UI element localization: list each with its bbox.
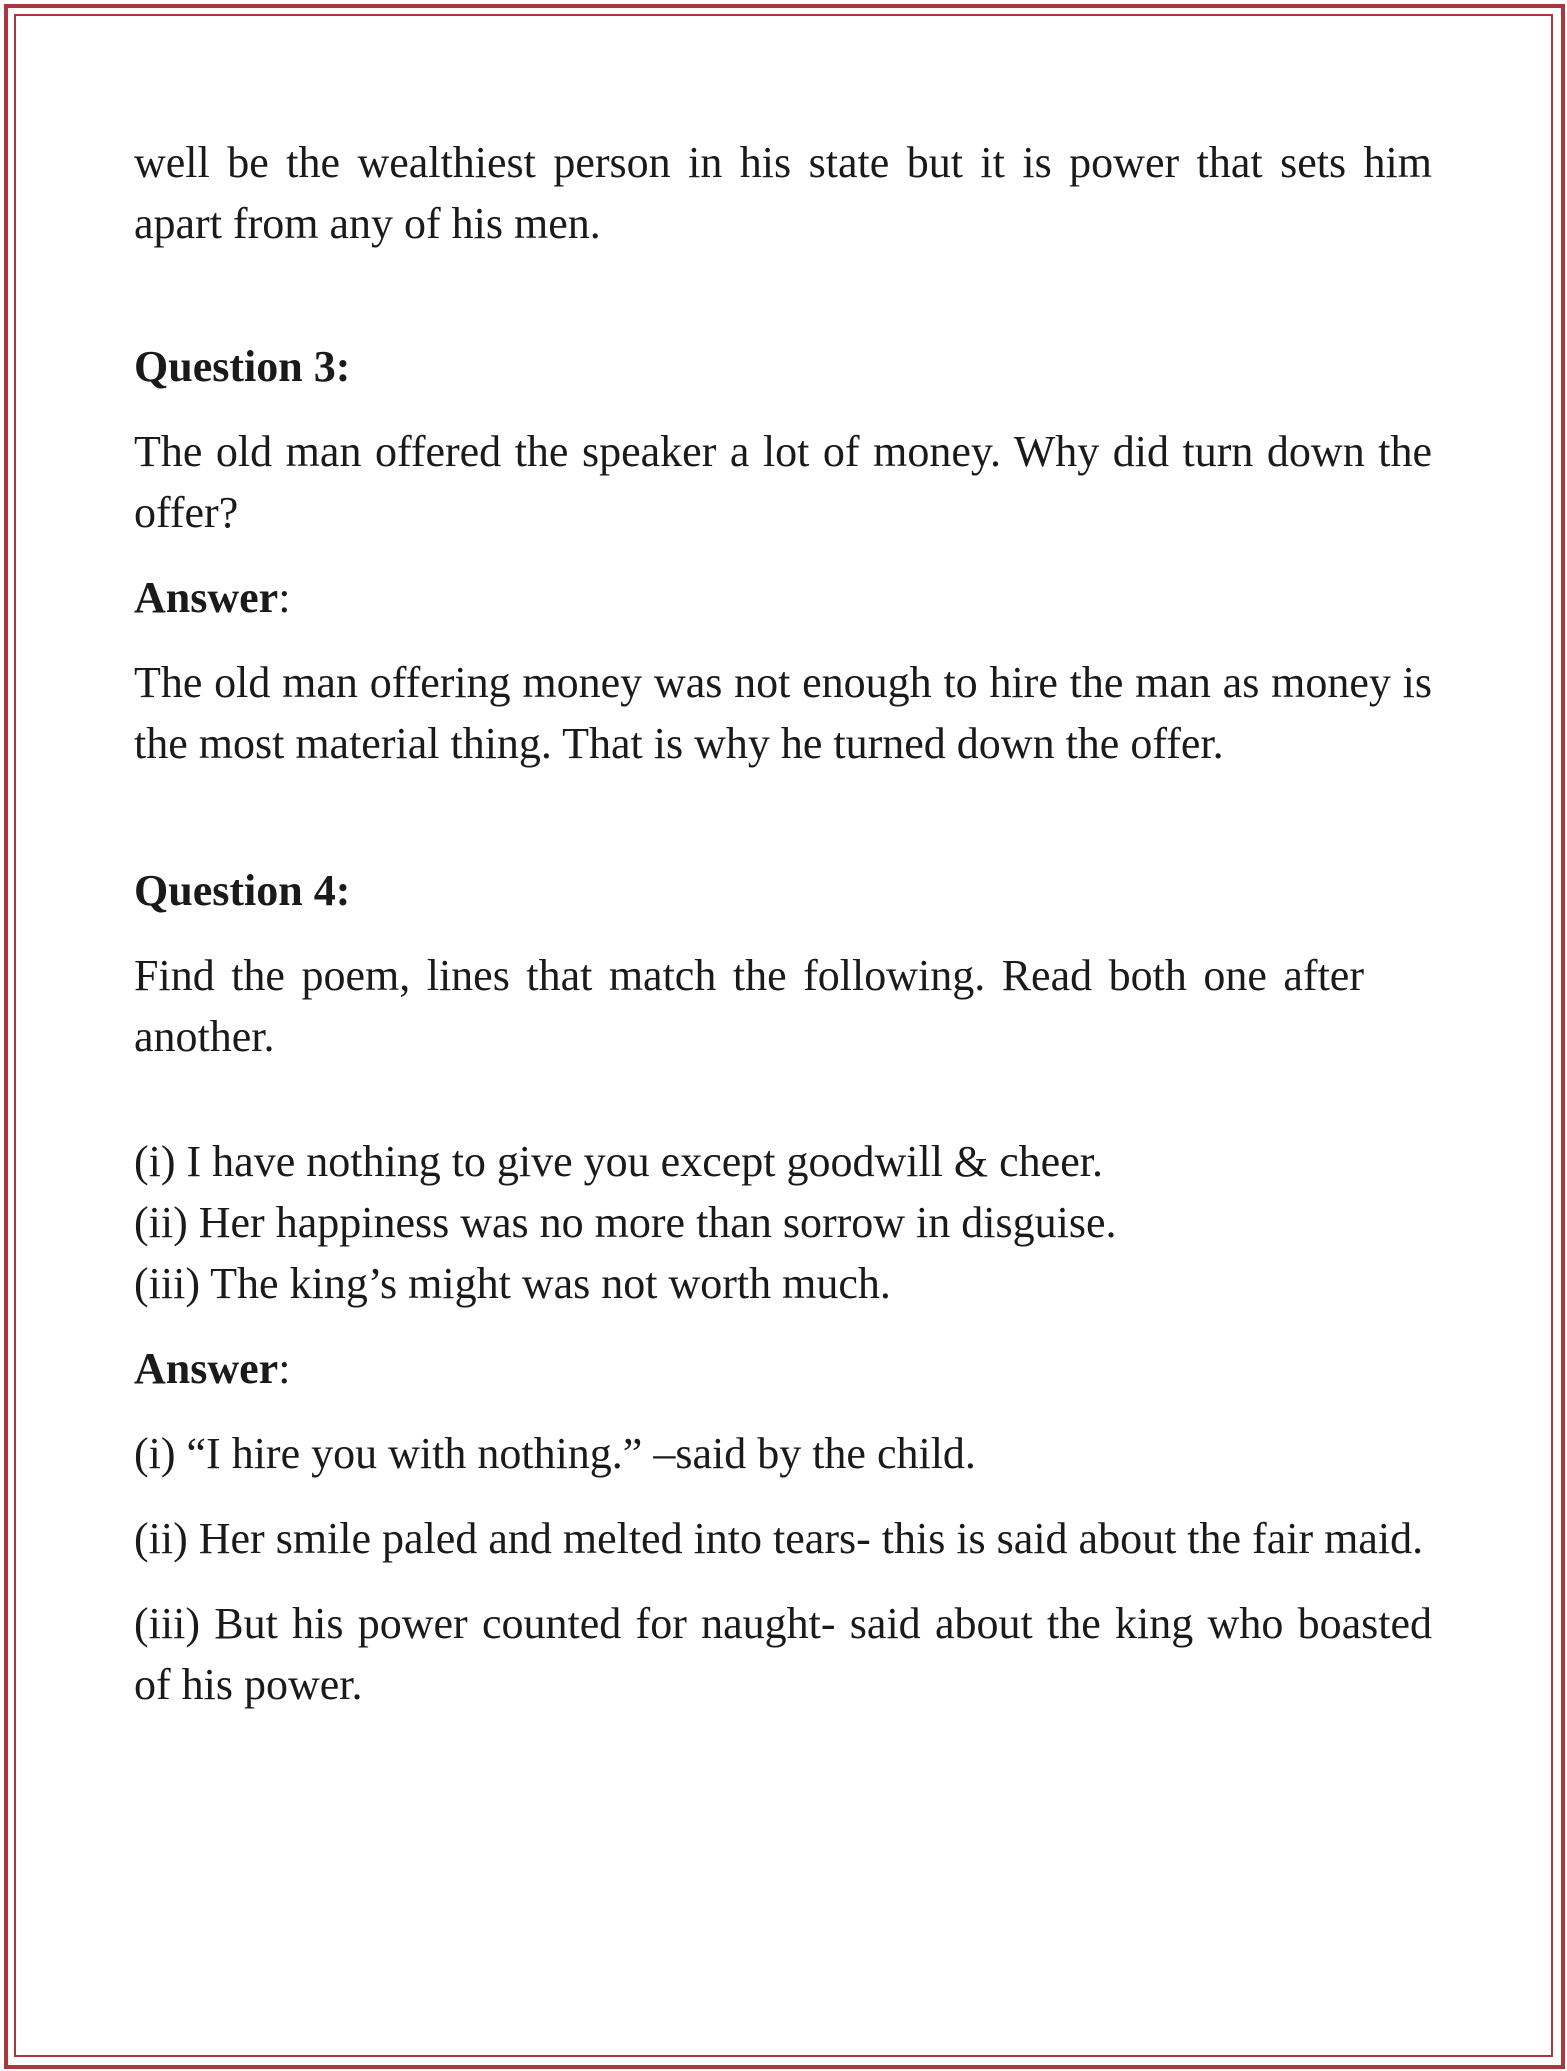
answer-item: (iii) But his power counted for naught- said about the king who boasted of his power. xyxy=(134,1599,1432,1709)
question-3-answer: The old man offering money was not enough to hire the man as money is the most material thing. That is why he turned down the offer. xyxy=(134,658,1432,768)
answer-item: (ii) Her smile paled and melted into tears- this is said about the fair maid. xyxy=(134,1514,1424,1563)
list-item: (iii) The king’s might was not worth much. xyxy=(134,1259,891,1308)
question-4-text: Find the poem, lines that match the following. Read both one after another. xyxy=(134,951,1364,1061)
question-3-heading: Question 3: xyxy=(134,342,351,391)
list-item: (i) I have nothing to give you except goodwill & cheer. xyxy=(134,1137,1103,1186)
question-3-text: The old man offered the speaker a lot of money. Why did turn down the offer? xyxy=(134,427,1432,537)
question-3-answer-label xyxy=(134,567,1432,628)
question-4-list xyxy=(134,1131,1432,1314)
answer-label-colon: : xyxy=(278,1344,291,1393)
document-body xyxy=(134,132,1432,1715)
question-4-heading: Question 4: xyxy=(134,866,351,915)
list-item: (ii) Her happiness was no more than sorrow in disguise. xyxy=(134,1198,1117,1247)
answer-label-text: Answer xyxy=(134,1344,279,1393)
answer-label-text: Answer xyxy=(134,573,279,622)
question-4-answer-label xyxy=(134,1338,1432,1399)
intro-paragraph: well be the wealthiest person in his state but it is power that sets him apart from any of his men. xyxy=(134,138,1432,248)
answer-item: (i) “I hire you with nothing.” –said by the child. xyxy=(134,1429,976,1478)
answer-label-colon: : xyxy=(278,573,291,622)
